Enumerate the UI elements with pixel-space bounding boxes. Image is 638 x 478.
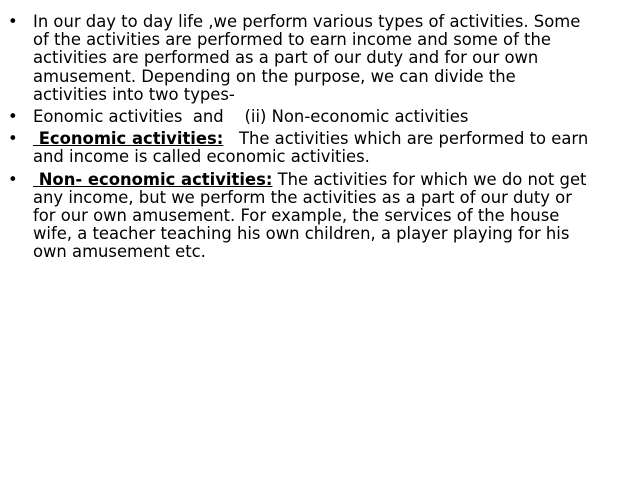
bullet-intro-text: In our day to day life ,we perform various types of activities. Some of the activities are performed to earn income and some of the activities are performed as a part of our duty and for our own amusement. Depending on the purpose, we can divide the activities into two types-	[33, 12, 586, 104]
economic-definition: The activities which are performed to earn and income is called economic activities.	[33, 129, 594, 167]
bullet-marker: •	[8, 12, 18, 31]
bullet-non-economic	[8, 171, 593, 262]
bullet-list	[8, 13, 593, 266]
bullet-economic	[8, 130, 593, 166]
non-economic-term: Non- economic activities:	[33, 169, 273, 189]
bullet-types	[8, 108, 593, 126]
bullet-intro	[8, 13, 593, 104]
bullet-marker: •	[8, 169, 18, 189]
bullet-marker: •	[8, 129, 18, 149]
bullet-types-text: Eonomic activities and (ii) Non-economic activities	[33, 107, 469, 127]
non-economic-definition: The activities for which we do not get any income, but we perform the activities as a part of our duty or for our own amusement. For example, the services of the house wife, a teacher teaching his own children, a player playing for his own amusement etc.	[33, 169, 592, 262]
economic-term: Economic activities:	[33, 129, 224, 149]
bullet-marker: •	[8, 107, 18, 127]
